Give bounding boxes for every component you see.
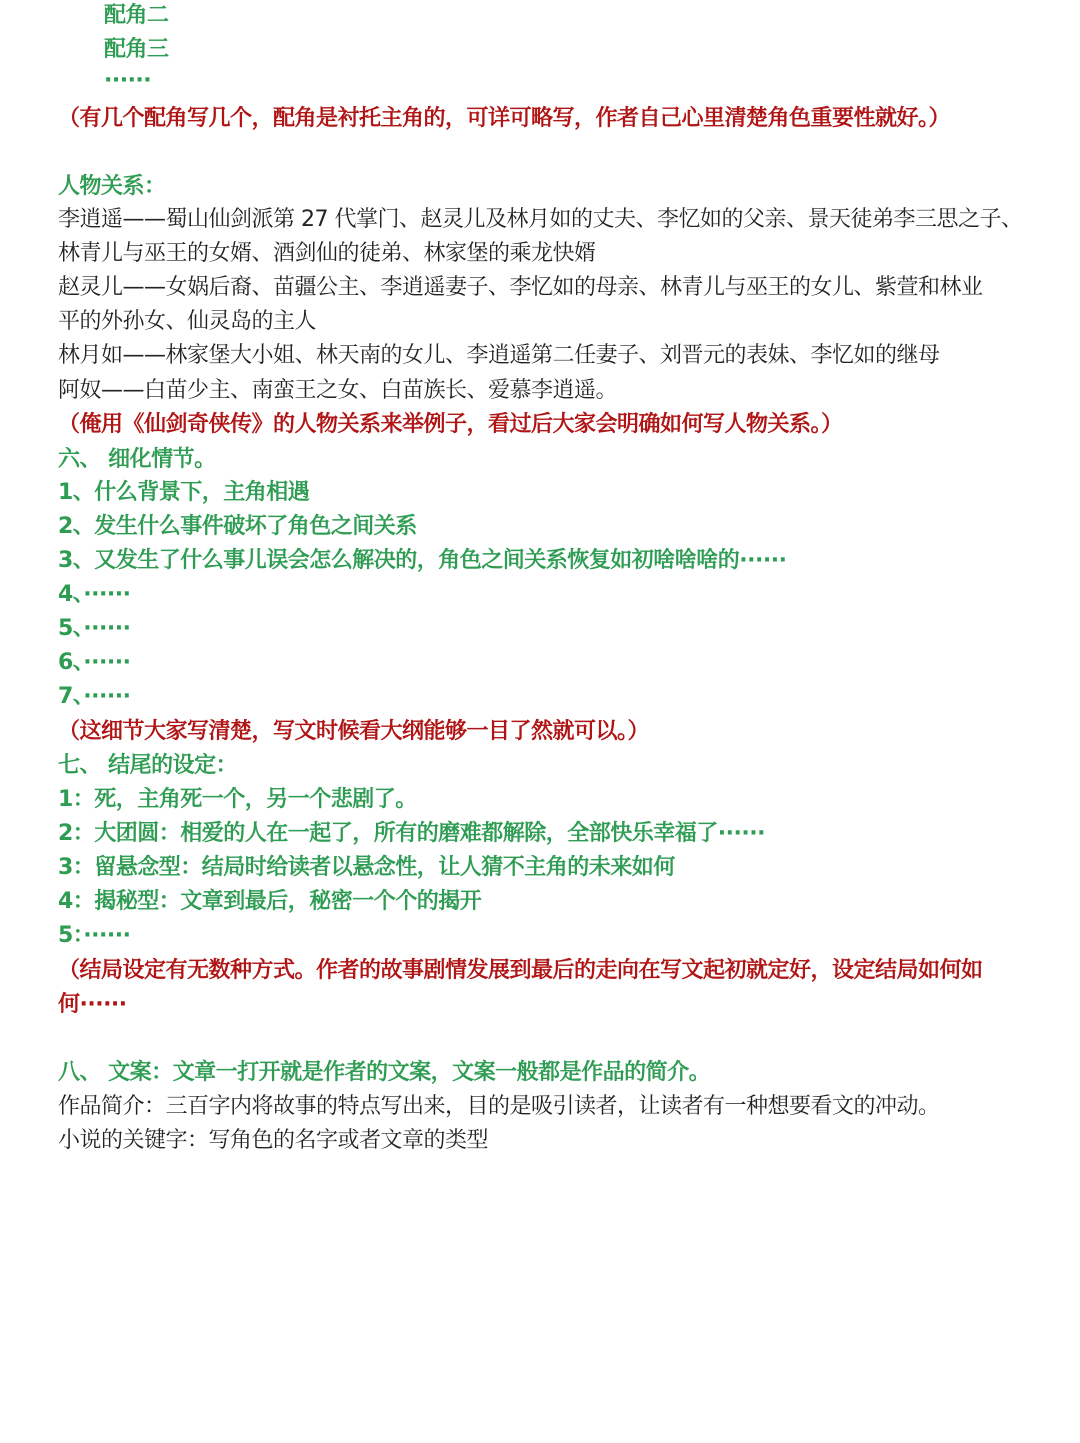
supporting-role-3: 配角三 xyxy=(104,37,169,62)
supporting-role-ellipsis: ······ xyxy=(104,68,152,93)
ending-item: 3：留悬念型：结局时给读者以悬念性，让人猜不主角的未来如何 xyxy=(58,855,675,880)
plot-item: 3、又发生了什么事儿误会怎么解决的，角色之间关系恢复如初啥啥啥的······ xyxy=(58,548,787,573)
ending-note: （结局设定有无数种方式。作者的故事剧情发展到最后的走向在写文起初就定好，设定结局如何如 xyxy=(58,958,983,983)
section-seven-heading: 七、 结尾的设定： xyxy=(58,753,238,778)
plot-item: 2、发生什么事件破坏了角色之间关系 xyxy=(58,514,417,539)
relationship-line: 阿奴——白苗少主、南蛮王之女、白苗族长、爱慕李逍遥。 xyxy=(58,378,618,403)
plot-item: 7、······ xyxy=(58,684,131,709)
section-eight-heading: 八、 文案：文章一打开就是作者的文案，文案一般都是作品的简介。 xyxy=(58,1060,711,1085)
relationship-line: 赵灵儿——女娲后裔、苗疆公主、李逍遥妻子、李忆如的母亲、林青儿与巫王的女儿、紫萱和林业 xyxy=(58,275,983,300)
plot-note: （这细节大家写清楚，写文时候看大纲能够一目了然就可以。） xyxy=(58,719,650,744)
relationship-line: 平的外孙女、仙灵岛的主人 xyxy=(58,309,317,334)
plot-item: 1、什么背景下，主角相遇 xyxy=(58,480,310,505)
plot-item: 5、······ xyxy=(58,616,131,641)
ending-item: 5：······ xyxy=(58,923,131,948)
relationships-note: （俺用《仙剑奇侠传》的人物关系来举例子，看过后大家会明确如何写人物关系。） xyxy=(58,412,843,437)
supporting-role-2: 配角二 xyxy=(104,3,169,28)
keywords-line: 小说的关键字：写角色的名字或者文章的类型 xyxy=(58,1128,489,1153)
ending-item: 1：死，主角死一个，另一个悲剧了。 xyxy=(58,787,417,812)
relationship-line: 李逍遥——蜀山仙剑派第 27 代掌门、赵灵儿及林月如的丈夫、李忆如的父亲、景天徒弟李三思之子、 xyxy=(58,207,1023,232)
plot-item: 4、······ xyxy=(58,582,131,607)
plot-item: 6、······ xyxy=(58,650,131,675)
relationship-line: 林月如——林家堡大小姐、林天南的女儿、李逍遥第二任妻子、刘晋元的表妹、李忆如的继母 xyxy=(58,343,940,368)
synopsis-line: 作品简介：三百字内将故事的特点写出来，目的是吸引读者，让读者有一种想要看文的冲动。 xyxy=(58,1094,940,1119)
supporting-role-note: （有几个配角写几个，配角是衬托主角的，可详可略写，作者自己心里清楚角色重要性就好。） xyxy=(58,106,951,131)
ending-item: 4：揭秘型：文章到最后，秘密一个个的揭开 xyxy=(58,889,482,914)
relationship-line: 林青儿与巫王的女婿、酒剑仙的徒弟、林家堡的乘龙快婿 xyxy=(58,241,596,266)
relationships-heading: 人物关系： xyxy=(58,174,166,199)
ending-item: 2：大团圆：相爱的人在一起了，所有的磨难都解除，全部快乐幸福了······ xyxy=(58,821,765,846)
section-six-heading: 六、 细化情节。 xyxy=(58,447,216,472)
ending-note-continued: 何······ xyxy=(58,992,127,1017)
